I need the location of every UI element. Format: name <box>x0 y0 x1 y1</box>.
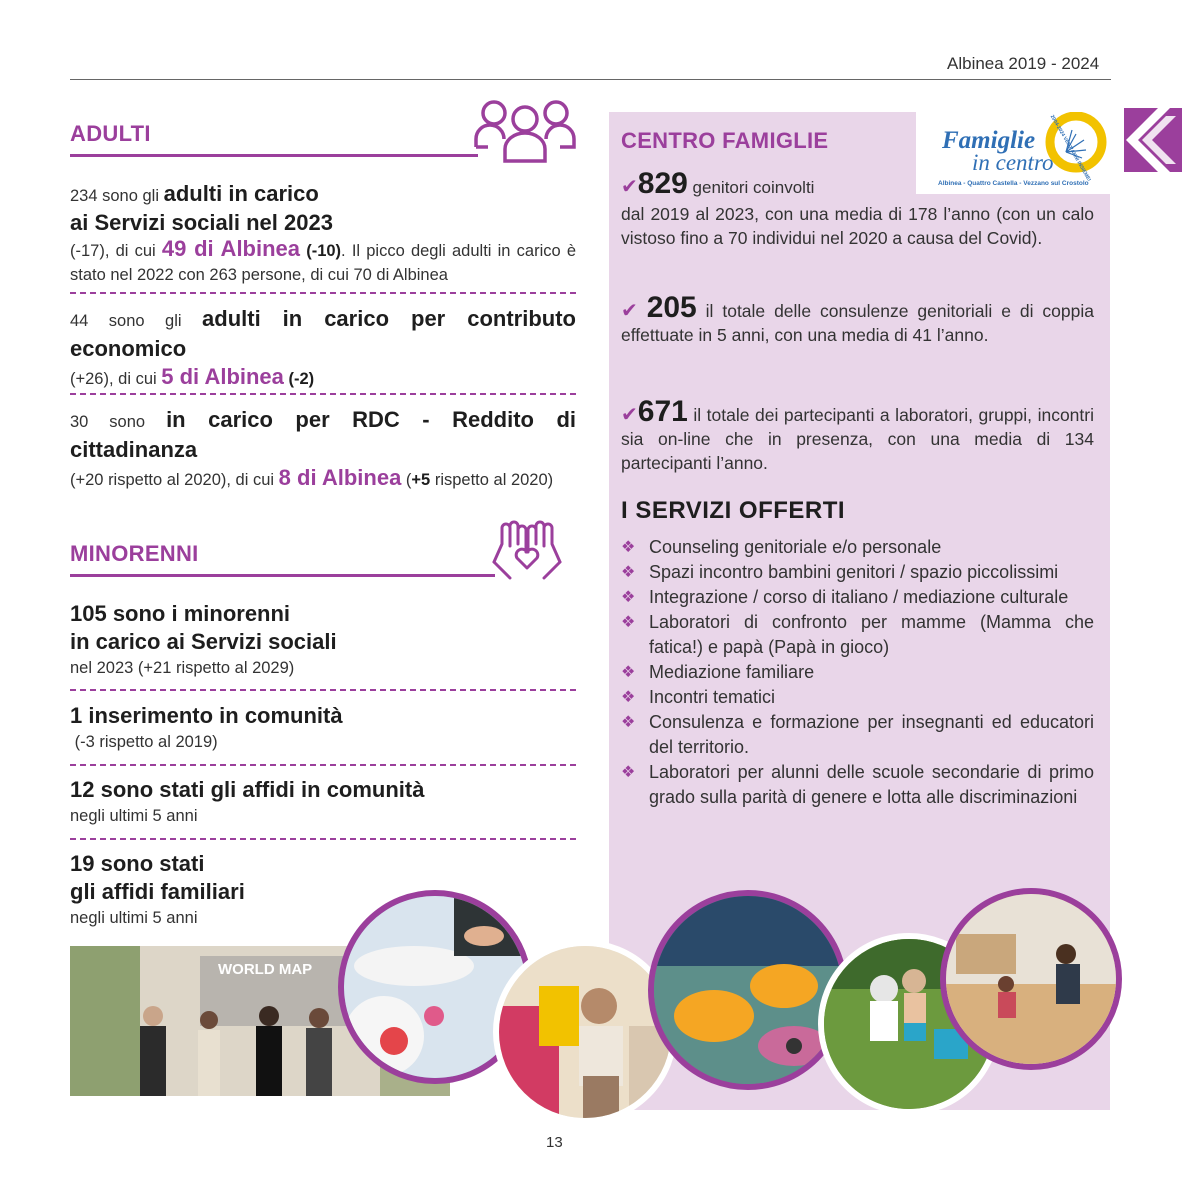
check-icon: ✔ <box>621 176 638 198</box>
minorenni-item-4: 19 sono stati gli affidi familiari negli ultimi 5 anni <box>70 851 245 927</box>
chevron-left-tab-icon <box>1124 108 1182 172</box>
centro-famiglie-title: CENTRO FAMIGLIE <box>621 128 829 153</box>
servizi-title: I SERVIZI OFFERTI <box>621 497 846 524</box>
list-item: ❖ Laboratori di confronto per mamme (Mamma che fatica!) e papà (Papà in gioco) <box>621 612 1094 657</box>
world-map-wall-text: WORLD MAP <box>218 961 313 978</box>
diamond-bullet-icon: ❖ <box>621 614 636 631</box>
stat-671: ✔671 il totale dei partecipanti a laboratori, gruppi, incontri sia on-line che in presenza, con una media di 134 partecipanti l’anno. <box>621 395 1094 473</box>
adulti-item-3: 30 sono in carico per RDC - Reddito di cittadinanza (+20 rispetto al 2020), di cui 8 di Albinea (+5 rispetto al 2020) <box>70 407 576 490</box>
adulti-item-1: 234 sono gli adulti in carico ai Servizi sociali nel 2023 (-17), di cui 49 di Albinea (-10). Il picco degli adulti in carico è stato nel 2022 con 263 persone, di cui 70 di Albinea <box>70 181 577 284</box>
list-item: ❖ Consulenza e formazione per insegnanti ed educatori del territorio. <box>621 712 1094 757</box>
photo-circle-playroom <box>940 888 1122 1070</box>
minorenni-item-1: 105 sono i minorenni in carico ai Servizi sociali nel 2023 (+21 rispetto al 2029) <box>70 601 337 677</box>
list-item: ❖ Incontri tematici <box>621 685 1094 710</box>
diamond-bullet-icon: ❖ <box>621 539 636 556</box>
logo-subtitle: in centro <box>972 150 1054 175</box>
logo-arc-text: 2004-2024 VENT'ANNI INSIEME! <box>1048 114 1092 183</box>
check-icon: ✔ <box>621 300 638 322</box>
servizi-list <box>621 535 1094 810</box>
diamond-bullet-icon: ❖ <box>621 764 636 781</box>
list-item: ❖ Integrazione / corso di italiano / mediazione culturale <box>621 585 1094 610</box>
minorenni-title: MINORENNI <box>70 541 199 566</box>
adulti-title: ADULTI <box>70 121 151 146</box>
list-item: ❖ Mediazione familiare <box>621 660 1094 685</box>
divider <box>70 764 576 766</box>
diamond-bullet-icon: ❖ <box>621 714 636 731</box>
page-header-title: Albinea 2019 - 2024 <box>947 54 1100 73</box>
logo-municipalities: Albinea - Quattro Castella - Vezzano sul Crostolo <box>938 180 1089 187</box>
list-item: ❖ Counseling genitoriale e/o personale <box>621 535 1094 560</box>
divider <box>70 689 576 691</box>
photo-circle-painting <box>648 890 848 1090</box>
stat-205: ✔ 205 il totale delle consulenze genitoriali e di coppia effettuate in 5 anni, con una media di 41 l’anno. <box>621 291 1094 345</box>
list-item: ❖ Laboratori per alunni delle scuole secondarie di primo grado sulla parità di genere e lotta alle discriminazioni <box>621 762 1094 807</box>
divider <box>70 292 576 294</box>
group-people-icon <box>472 97 578 163</box>
check-icon: ✔ <box>621 404 638 426</box>
logo-title: Famiglie <box>942 127 1036 154</box>
minorenni-underline <box>70 574 495 577</box>
diamond-bullet-icon: ❖ <box>621 589 636 606</box>
adulti-underline <box>70 154 478 157</box>
minorenni-item-3: 12 sono stati gli affidi in comunità negli ultimi 5 anni <box>70 777 425 825</box>
minorenni-item-2: 1 inserimento in comunità (-3 rispetto al 2019) <box>70 703 343 751</box>
diamond-bullet-icon: ❖ <box>621 689 636 706</box>
stat-829: ✔829 genitori coinvolti dal 2019 al 2023, con una media di 178 l’anno (con un calo vistoso fino a 70 individui nel 2020 a causa del Covid). <box>621 167 1094 248</box>
hands-heart-icon <box>488 512 566 584</box>
divider <box>70 393 576 395</box>
divider <box>70 838 576 840</box>
diamond-bullet-icon: ❖ <box>621 664 636 681</box>
adulti-item-2: 44 sono gli adulti in carico per contributo economico (+26), di cui 5 di Albinea (-2) <box>70 306 576 389</box>
list-item: ❖ Spazi incontro bambini genitori / spazio piccolissimi <box>621 560 1094 585</box>
header-divider <box>70 79 1111 80</box>
page-number: 13 <box>546 1134 563 1151</box>
diamond-bullet-icon: ❖ <box>621 564 636 581</box>
